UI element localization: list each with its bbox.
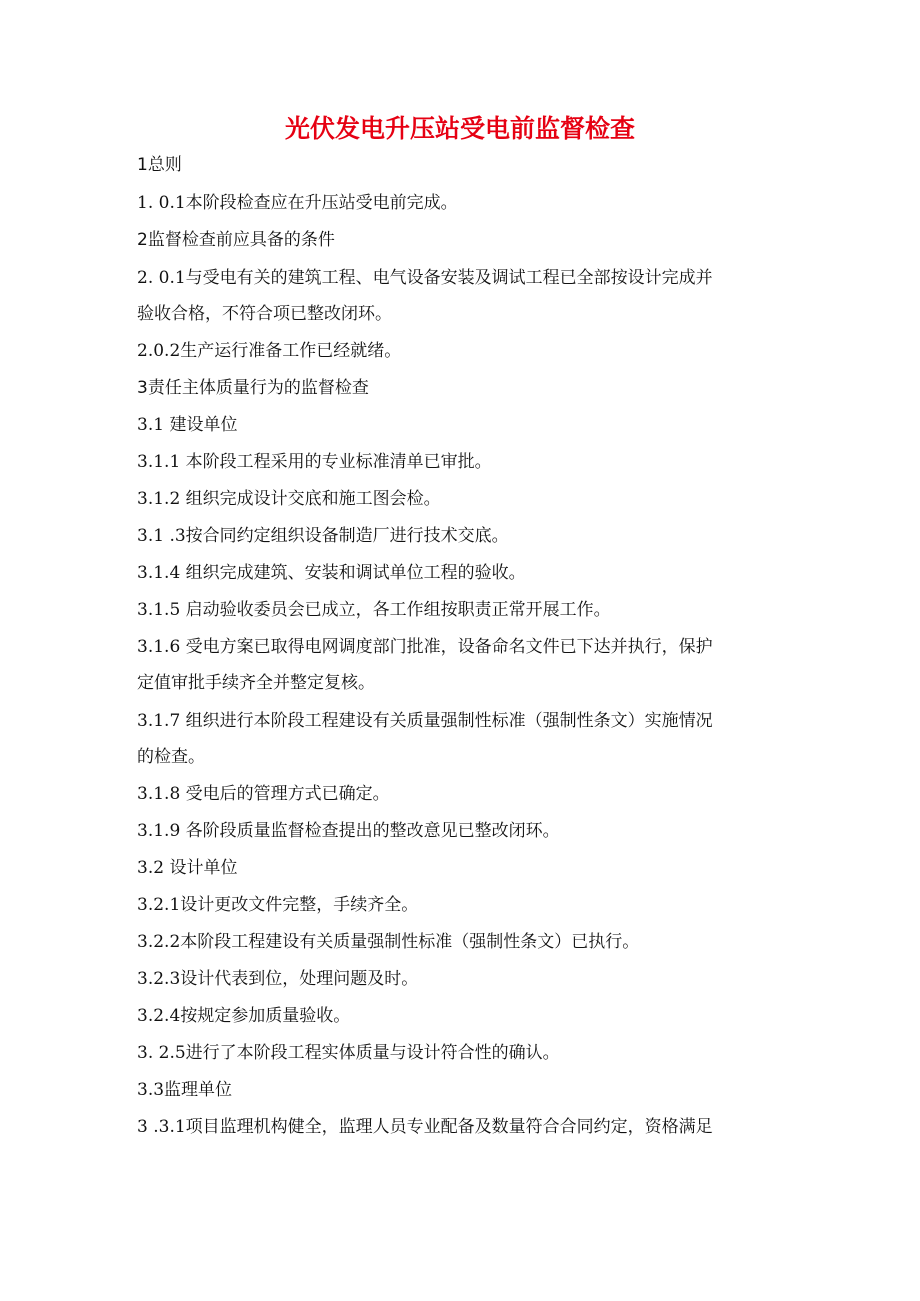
clause-2-0-1-cont: 验收合格，不符合项已整改闭环。 (137, 304, 392, 324)
clause-3-2-2: 3.2.2本阶段工程建设有关质量强制性标准（强制性条文）已执行。 (137, 932, 640, 952)
clause-3-1-4: 3.1.4 组织完成建筑、安装和调试单位工程的验收。 (137, 563, 526, 583)
clause-2-0-1: 2. 0.1与受电有关的建筑工程、电气设备安装及调试工程已全部按设计完成并 (137, 268, 713, 288)
clause-3-1-3: 3.1 .3按合同约定组织设备制造厂进行技术交底。 (137, 526, 509, 546)
subsection-3-2: 3.2 设计单位 (137, 858, 238, 878)
clause-3-1-7-cont: 的检查。 (137, 747, 205, 767)
clause-3-2-3: 3.2.3设计代表到位，处理问题及时。 (137, 969, 419, 989)
document-title: 光伏发电升压站受电前监督检查 (284, 114, 635, 143)
section-heading-1: 1总则 (137, 155, 182, 175)
clause-3-1-7: 3.1.7 组织进行本阶段工程建设有关质量强制性标准（强制性条文）实施情况 (137, 711, 713, 731)
clause-1-0-1: 1. 0.1本阶段检查应在升压站受电前完成。 (137, 193, 458, 213)
clause-2-0-2: 2.0.2生产运行准备工作已经就绪。 (137, 341, 402, 361)
clause-3-2-4: 3.2.4按规定参加质量验收。 (137, 1006, 351, 1026)
clause-3-1-8: 3.1.8 受电后的管理方式已确定。 (137, 784, 390, 804)
clause-3-2-1: 3.2.1设计更改文件完整，手续齐全。 (137, 895, 419, 915)
subsection-3-1: 3.1 建设单位 (137, 415, 238, 435)
subsection-3-3: 3.3监理单位 (137, 1080, 233, 1100)
section-heading-3: 3责任主体质量行为的监督检查 (137, 378, 369, 398)
clause-3-1-2: 3.1.2 组织完成设计交底和施工图会检。 (137, 489, 441, 509)
clause-3-3-1: 3 .3.1项目监理机构健全，监理人员专业配备及数量符合合同约定，资格满足 (137, 1117, 713, 1137)
clause-3-1-9: 3.1.9 各阶段质量监督检查提出的整改意见已整改闭环。 (137, 821, 560, 841)
clause-3-1-1: 3.1.1 本阶段工程采用的专业标准清单已审批。 (137, 452, 492, 472)
section-heading-2: 2监督检查前应具备的条件 (137, 230, 335, 250)
clause-3-1-6: 3.1.6 受电方案已取得电网调度部门批准，设备命名文件已下达并执行，保护 (137, 637, 713, 657)
clause-3-1-6-cont: 定值审批手续齐全并整定复核。 (137, 673, 375, 693)
clause-3-2-5: 3. 2.5进行了本阶段工程实体质量与设计符合性的确认。 (137, 1043, 560, 1063)
clause-3-1-5: 3.1.5 启动验收委员会已成立，各工作组按职责正常开展工作。 (137, 600, 611, 620)
